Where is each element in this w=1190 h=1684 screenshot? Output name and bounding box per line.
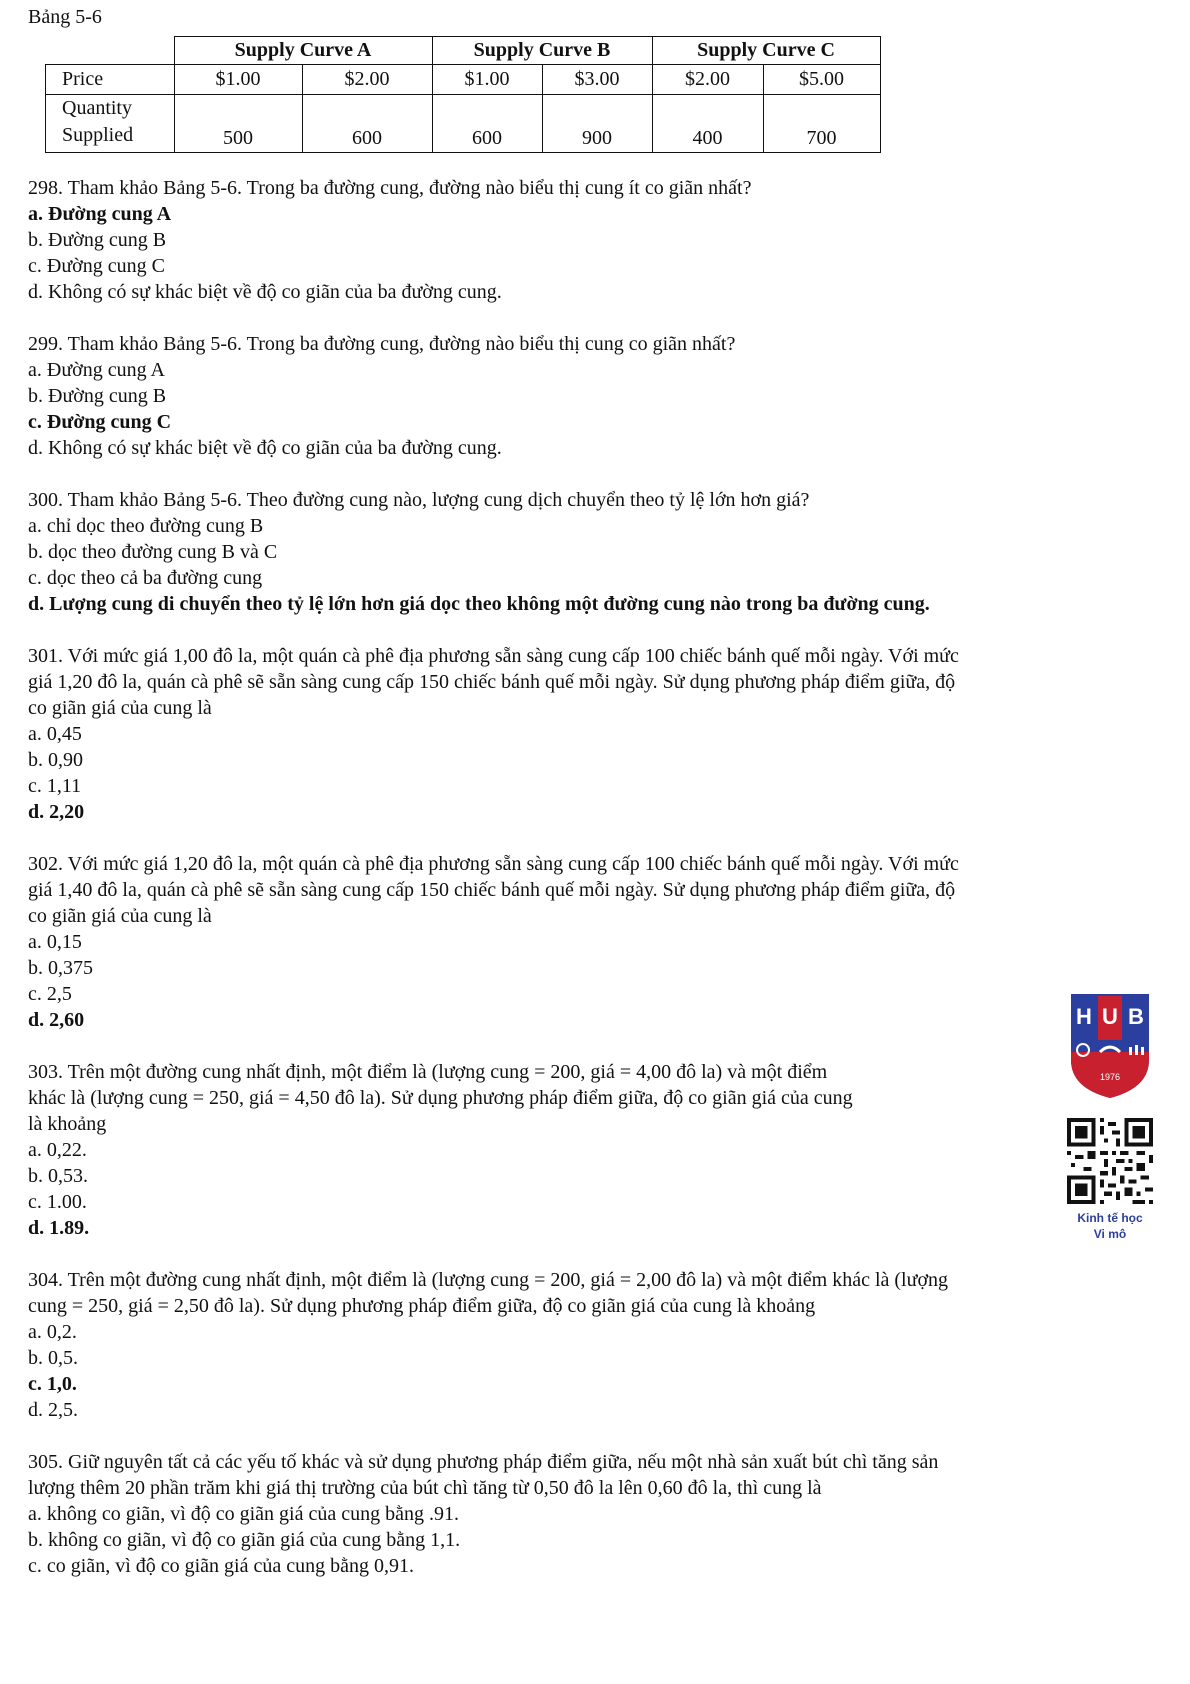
table-cell: $2.00 bbox=[652, 65, 763, 95]
answer-option: d. 2,5. bbox=[28, 1399, 78, 1421]
question-block bbox=[28, 1267, 1168, 1423]
answer-option: a. 0,15 bbox=[28, 931, 82, 953]
brand-subject: Kinh tế học bbox=[1077, 1211, 1143, 1225]
table-cell: 400 bbox=[652, 95, 763, 153]
table-row-price bbox=[46, 65, 881, 95]
table-corner-cell bbox=[46, 37, 175, 65]
logo-letter-u: U bbox=[1102, 1004, 1118, 1029]
answer-option-correct: c. 1,0. bbox=[28, 1373, 77, 1395]
answer-option-correct: a. Đường cung A bbox=[28, 203, 172, 225]
question-stem-line: là khoảng bbox=[28, 1113, 107, 1135]
row-label-quantity-line2: Supplied bbox=[62, 124, 134, 146]
brand-subject-sub: Vi mô bbox=[1093, 1227, 1127, 1241]
question-block bbox=[28, 1449, 1168, 1579]
question-block bbox=[28, 331, 1168, 461]
answer-option-correct: d. 1.89. bbox=[28, 1217, 90, 1239]
row-label-quantity-line1: Quantity bbox=[62, 97, 132, 119]
question-stem-line: 298. Tham khảo Bảng 5-6. Trong ba đường cung, đường nào biểu thị cung ít co giãn nhất? bbox=[28, 177, 752, 199]
question-stem-line: giá 1,20 đô la, quán cà phê sẽ sẵn sàng cung cấp 150 chiếc bánh quế mỗi ngày. Sử dụng phương pháp điểm giữa, độ bbox=[28, 671, 956, 693]
table-cell: $3.00 bbox=[542, 65, 652, 95]
answer-option: b. dọc theo đường cung B và C bbox=[28, 541, 278, 563]
table-title: Bảng 5-6 bbox=[28, 6, 102, 28]
answer-option: c. 1,11 bbox=[28, 775, 82, 797]
table-cell: 900 bbox=[542, 95, 652, 153]
question-stem-line: 305. Giữ nguyên tất cả các yếu tố khác và sử dụng phương pháp điểm giữa, nếu một nhà sản xuất bút chì tăng sản bbox=[28, 1451, 939, 1473]
answer-option-correct: c. Đường cung C bbox=[28, 411, 172, 433]
answer-option: c. co giãn, vì độ co giãn giá của cung bằng 0,91. bbox=[28, 1555, 414, 1577]
row-label-price: Price bbox=[46, 65, 175, 95]
answer-option: c. 1.00. bbox=[28, 1191, 87, 1213]
header-supply-curve-a: Supply Curve A bbox=[174, 37, 432, 65]
question-block bbox=[28, 1059, 1168, 1241]
answer-option: b. 0,5. bbox=[28, 1347, 78, 1369]
question-block bbox=[28, 851, 1168, 1033]
answer-option: c. Đường cung C bbox=[28, 255, 165, 277]
table-cell: 600 bbox=[302, 95, 432, 153]
question-block bbox=[28, 643, 1168, 825]
answer-option: b. không co giãn, vì độ co giãn giá của cung bằng 1,1. bbox=[28, 1529, 461, 1551]
answer-option-correct: d. 2,60 bbox=[28, 1009, 85, 1031]
header-supply-curve-b: Supply Curve B bbox=[432, 37, 652, 65]
answer-option: b. Đường cung B bbox=[28, 229, 167, 251]
table-header-row bbox=[46, 37, 881, 65]
table-cell: $5.00 bbox=[763, 65, 880, 95]
answer-option: a. 0,45 bbox=[28, 723, 82, 745]
header-supply-curve-c: Supply Curve C bbox=[652, 37, 880, 65]
question-stem-line: cung = 250, giá = 2,50 đô la). Sử dụng phương pháp điểm giữa, độ co giãn giá của cung là khoảng bbox=[28, 1295, 816, 1317]
answer-option: a. 0,22. bbox=[28, 1139, 87, 1161]
logo-year: 1976 bbox=[1099, 1072, 1121, 1082]
answer-option: b. Đường cung B bbox=[28, 385, 167, 407]
answer-option: a. chỉ dọc theo đường cung B bbox=[28, 515, 264, 537]
answer-option-correct: d. 2,20 bbox=[28, 801, 85, 823]
question-stem-line: 303. Trên một đường cung nhất định, một điểm là (lượng cung = 200, giá = 4,00 đô la) và một điểm bbox=[28, 1061, 828, 1083]
logo-letter-h: H bbox=[1076, 1004, 1092, 1029]
hub-shield-logo bbox=[1067, 990, 1153, 1100]
question-stem-line: giá 1,40 đô la, quán cà phê sẽ sẵn sàng cung cấp 150 chiếc bánh quế mỗi ngày. Sử dụng phương pháp điểm giữa, độ bbox=[28, 879, 956, 901]
question-list bbox=[28, 175, 1168, 1579]
question-stem-line: lượng thêm 20 phần trăm khi giá thị trường của bút chì tăng từ 0,50 đô la lên 0,60 đô la, thì cung là bbox=[28, 1477, 822, 1499]
question-stem-line: co giãn giá của cung là bbox=[28, 905, 212, 927]
table-cell: $1.00 bbox=[174, 65, 302, 95]
supply-table bbox=[45, 36, 881, 153]
answer-option: c. 2,5 bbox=[28, 983, 72, 1005]
question-stem-line: 300. Tham khảo Bảng 5-6. Theo đường cung nào, lượng cung dịch chuyển theo tỷ lệ lớn hơn giá? bbox=[28, 489, 810, 511]
question-stem-line: khác là (lượng cung = 250, giá = 4,50 đô la). Sử dụng phương pháp điểm giữa, độ co giãn giá của cung bbox=[28, 1087, 853, 1109]
logo-letter-b: B bbox=[1128, 1004, 1144, 1029]
table-cell: $1.00 bbox=[432, 65, 542, 95]
answer-option: d. Không có sự khác biệt về độ co giãn của ba đường cung. bbox=[28, 437, 502, 459]
answer-option: b. 0,53. bbox=[28, 1165, 88, 1187]
answer-option: a. 0,2. bbox=[28, 1321, 77, 1343]
question-stem-line: 304. Trên một đường cung nhất định, một điểm là (lượng cung = 200, giá = 2,00 đô la) và một điểm khác là (lượng bbox=[28, 1269, 949, 1291]
answer-option: a. Đường cung A bbox=[28, 359, 165, 381]
question-stem-line: 301. Với mức giá 1,00 đô la, một quán cà phê địa phương sẵn sàng cung cấp 100 chiếc bánh quế mỗi ngày. Với mức bbox=[28, 645, 959, 667]
question-stem-line: 299. Tham khảo Bảng 5-6. Trong ba đường cung, đường nào biểu thị cung co giãn nhất? bbox=[28, 333, 736, 355]
row-label-quantity bbox=[46, 95, 175, 153]
question-block bbox=[28, 175, 1168, 305]
answer-option: a. không co giãn, vì độ co giãn giá của cung bằng .91. bbox=[28, 1503, 459, 1525]
table-cell: 600 bbox=[432, 95, 542, 153]
question-block bbox=[28, 487, 1168, 617]
question-stem-line: 302. Với mức giá 1,20 đô la, một quán cà phê địa phương sẵn sàng cung cấp 100 chiếc bánh quế mỗi ngày. Với mức bbox=[28, 853, 959, 875]
answer-option: c. dọc theo cả ba đường cung bbox=[28, 567, 263, 589]
document-page bbox=[28, 4, 1168, 1605]
table-cell: 700 bbox=[763, 95, 880, 153]
answer-option-correct: d. Lượng cung di chuyển theo tỷ lệ lớn hơn giá dọc theo không một đường cung nào trong ba đường cung. bbox=[28, 593, 930, 615]
brand-block bbox=[1060, 990, 1160, 1242]
question-stem-line: co giãn giá của cung là bbox=[28, 697, 212, 719]
table-cell: 500 bbox=[174, 95, 302, 153]
table-cell: $2.00 bbox=[302, 65, 432, 95]
qr-code-icon bbox=[1067, 1118, 1153, 1204]
table-row-quantity bbox=[46, 95, 881, 153]
answer-option: d. Không có sự khác biệt về độ co giãn của ba đường cung. bbox=[28, 281, 502, 303]
answer-option: b. 0,375 bbox=[28, 957, 93, 979]
answer-option: b. 0,90 bbox=[28, 749, 83, 771]
